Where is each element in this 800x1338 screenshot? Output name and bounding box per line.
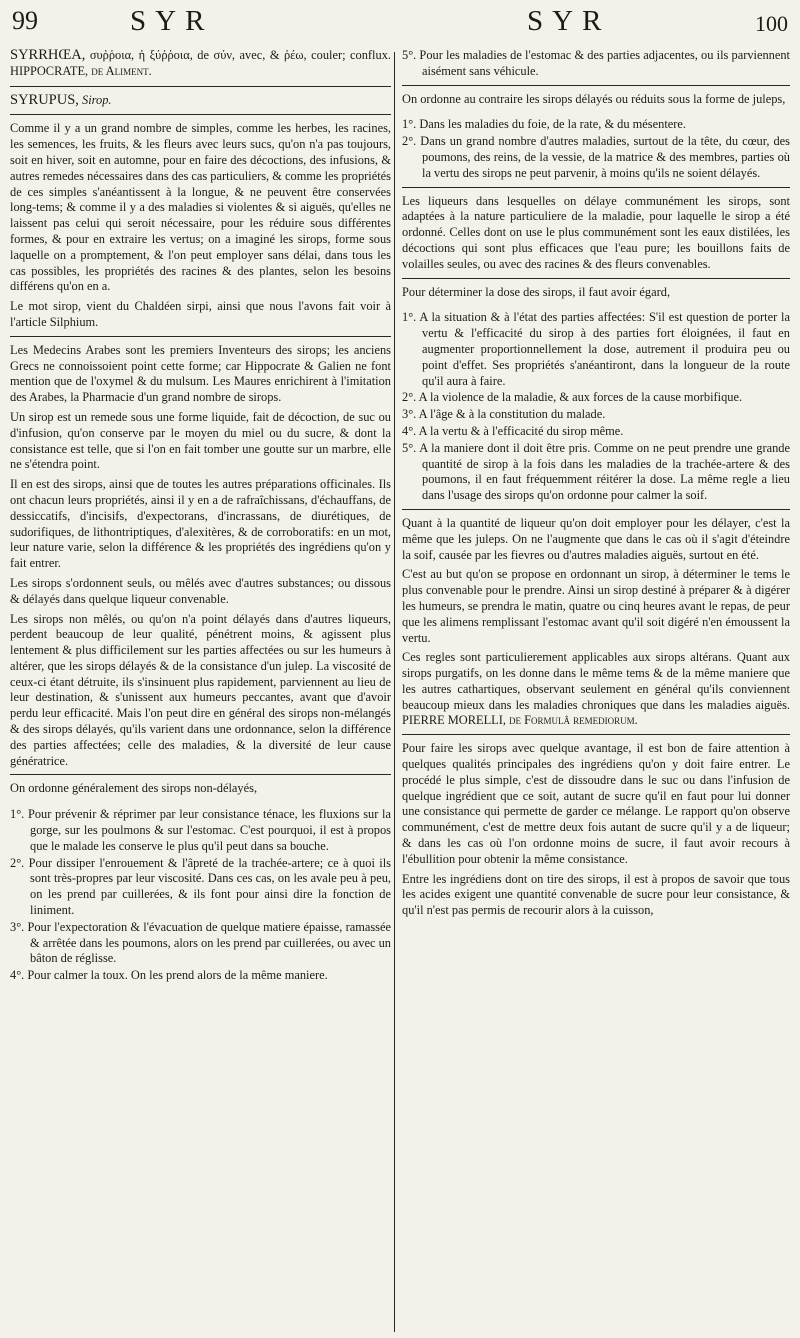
list-item: 2°. Dans un grand nombre d'autres maladies, surtout de la tête, du cœur, des poumons, des reins, de la vessie, de la matrice & des membres, parties où la vertu des sirops ne peut parvenir, à moins qu'ils ne soient délayés. [402,134,790,180]
entry-headword: SYRUPUS, [10,91,79,108]
paragraph: Un sirop est un remede sous une forme liquide, fait de décoction, de suc ou d'infusion, qu'on conserve par le moyen du miel ou du sucre, & dont la consistance est telle, que si l'on en fait tomber une goutte sur un marbre, elle ne s'étendra point. [10,409,391,472]
paragraph [402,650,790,729]
page-number-left: 99 [12,6,38,35]
entry-reference: HIPPOCRATE, de Aliment. [10,63,152,78]
entry-text: συῤῥοια, ἡ ξύῤῥοια, de σύν, avec, & ῥέω, couler; conflux. [89,48,391,62]
paragraph: Le mot sirop, vient du Chaldéen sirpi, ainsi que nous l'avons fait voir à l'article Silphium. [10,299,391,329]
paragraph: Pour faire les sirops avec quelque avantage, il est bon de faire attention à quelques qualités principales des ingrédiens qu'on y doit faire entrer. Le procédé le plus simple, c'est de dissoudre dans le suc ou dans l'infusion de quelque ingrédient que ce soit, autant de sucre qu'il en faut pour lui donner une consistance qui permette de garder ce mélange. Le rapport qu'on observe communément, c'est de mettre deux fois autant de sucre qu'il y a de liqueur; & dans les cas où l'on ordonne moins de sucre, il faut avoir recours à l'ébullition pour obtenir la même consistance. [402,741,790,866]
entry-headword: SYRRHŒA, [10,47,86,63]
paragraph: Les sirops s'ordonnent seuls, ou mêlés avec d'autres substances; ou dissous & délayés dans quelque liqueur convenable. [10,575,391,606]
list-item: 3°. A l'âge & à la constitution du malade. [402,407,606,422]
paragraph: Comme il y a un grand nombre de simples, comme les herbes, les racines, les semences, les fruits, & les fleurs avec leurs sucs, qu'on n'a pas toujours, soit en hiver, soit en automne, pour en faire des décoctions, des infusions, & autres remedes nécessaires dans des cas particuliers, & comme les propriétés de ces simples s'anéantissent à la longue, & ne peuvent être conservées long-tems; & comme il y a des maladies si violentes & si aiguës, qu'elles ne laissent pas celui qui seroit nécessaire, pour les réduire sous différentes formes, & pour en extraire les vertus; on a imaginé les sirops, forme sous laquelle on a promptement, & l'on peut employer sans délai, dans tous les cas possibles, les propriétés des racines & des plantes, selon les besoins différens qu'on en a. [10,121,391,294]
divider [402,278,790,279]
paragraph: C'est au but qu'on se propose en ordonnant un sirop, à déterminer le tems le plus convenable pour le prendre. Ainsi un sirop destiné à préparer & à digérer les humeurs, se prendra le matin, quatre ou cinq heures avant le repas, de peur que les alimens remplissant l'estomac avant qu'il soit digéré n'en émoussent la vertu. [402,567,790,645]
page-number-right: 100 [755,11,788,36]
left-column [10,48,391,985]
entry-gloss: Sirop. [82,92,112,107]
paragraph: Entre les ingrédiens dont on tire des sirops, il est à propos de savoir que tous les acides exigent une quantité convenable de sucre pour leur consistance, & qu'il n'est pas permis de recourir alors à la cuisson, [402,871,790,918]
divider [402,734,790,735]
list-item: 1°. Pour prévenir & réprimer par leur consistance ténace, les fluxions sur la gorge, sur les poulmons & sur l'estomac. C'est pourquoi, il est à propos que le malade les conserve le plus qu'il peut dans sa bouche. [10,807,391,853]
paragraph: Quant à la quantité de liqueur qu'on doit employer pour les délayer, c'est la même que les juleps. On ne l'augmente que dans le cas où il s'agit d'éteindre la soif, causée par les fievres ou d'autres maladies aiguës, surtout en été. [402,515,790,562]
list-item: 5°. A la maniere dont il doit être pris. Comme on ne peut prendre une grande quantité de sirop à la fois dans les maladies de la trachée-artere & des poumons, il en faut fréquemment réitérer la dose. La même regle a lieu dans l'usage des sirops qu'on ordonne pour calmer la soif. [402,440,790,503]
list-item: 4°. Pour calmer la toux. On les prend alors de la même maniere. [10,968,328,983]
divider [10,774,391,775]
divider [402,85,790,86]
divider [10,336,391,337]
paragraph: Les Medecins Arabes sont les premiers Inventeurs des sirops; les anciens Grecs ne connoissoient point cette forme; car Hippocrate & Galien ne font mention que de l'oxymel & du mulsum. Les Maures enrichirent à l'imitation des Arabes, la Pharmacie d'un grand nombre de sirops. [10,342,391,405]
paragraph-text: Ces regles sont particulierement applicables aux sirops altérans. Quant aux sirops purgatifs, on les donne dans le même tems & de la même maniere que les autres cathartiques, observant seulement en général qu'ils conviennent beaucoup mieux dans les maladies chroniques que dans les maladies aiguës. [402,650,790,712]
entry-syrupus [10,93,391,109]
list-item: 5°. Pour les maladies de l'estomac & des parties adjacentes, ou ils parviennent aisément sans véhicule. [402,48,790,78]
divider [10,114,391,115]
paragraph: On ordonne au contraire les sirops délayés ou réduits sous la forme de juleps, [402,91,786,106]
list-item: 2°. A la violence de la maladie, & aux forces de la cause morbifique. [402,390,743,405]
running-headword-right: SYR [527,5,611,37]
paragraph: Il en est des sirops, ainsi que de toutes les autres préparations officinales. Ils ont chacun leurs propriétés, ainsi il y en a de rafraîchissans, d'échauffans, de dessiccatifs, d'incisifs, d'expectorans, d'incrassans, de diurétiques, de sudorifiques, de lithontriptiques, d'alexitères, & de corroboratifs: en un mot, leur nature varie, selon la différence & les propriétés des ingrédiens qu'on y fait entrer. [10,477,391,571]
paragraph: Les liqueurs dans lesquelles on délaye communément les sirops, sont adaptées à la nature particuliere de la maladie, pour laquelle le sirop a été ordonné. Celles dont on use le plus communément sont les eaux distilées, les décoctions qui sont plus efficaces que l'eau pure; les bouillons faits de volailles seules, ou avec des racines & des fleurs convenables. [402,193,790,271]
running-headword-left: SYR [130,5,214,37]
paragraph-reference: PIERRE MORELLI, de Formulâ remediorum. [402,713,638,728]
entry-syrrhoea [10,48,391,80]
list-item: 2°. Pour dissiper l'enrouement & l'âpreté de la trachée-artere; ce à quoi ils sont très-propres par leur viscosité. Dans ces cas, on les avale peu à peu, on les prend par cuillerées, & ils font pour ainsi dire la fonction de liniment. [10,855,391,918]
right-column [402,48,790,923]
paragraph: Pour déterminer la dose des sirops, il faut avoir égard, [402,284,671,299]
list-item: 1°. Dans les maladies du foie, de la rate, & du mésentere. [402,117,686,132]
divider [402,187,790,188]
divider [402,509,790,510]
list-item: 4°. A la vertu & à l'efficacité du sirop même. [402,423,624,438]
list-item: 1°. A la situation & à l'état des parties affectées: S'il est question de porter la vertu & l'efficacité du sirop à des parties fort éloignées, il faut en augmenter proportionnellement la dose, autrement il produira peu ou point d'effet. Ses propriétés s'anéantiront, dans la longueur de la route qu'il aura à faire. [402,310,790,388]
page-header [0,0,800,40]
column-divider [394,52,395,1332]
paragraph: On ordonne généralement des sirops non-délayés, [10,781,258,796]
divider [10,86,391,87]
list-item: 3°. Pour l'expectoration & l'évacuation de quelque matiere épaisse, ramassée & arrêtée dans les poumons, alors on les prend par cuillerées, ou avec un bâton de réglisse. [10,919,391,966]
paragraph: Les sirops non mêlés, ou qu'on n'a point délayés dans d'autres liqueurs, perdent beaucoup de leur qualité, pénétrent moins, & agissent plus lentement & plus difficilement sur les parties affectées ou sur les humeurs à altérer, que les sirops délayés & de la consistance d'un julep. La viscosité de ceux-ci étant détruite, ils s'insinuent plus rapidement, parviennent au lieu de leur destination, & s'unissent aux humeurs peccantes, avant que d'avoir perdu leur efficacité. Mais l'on peut dire en général des sirops non-mélangés & des sirops délayés, qu'ils varient dans une ordonnance, selon la différence des parties affectées; celle des maladies, & la diversité de leur cause génératrice. [10,611,391,768]
